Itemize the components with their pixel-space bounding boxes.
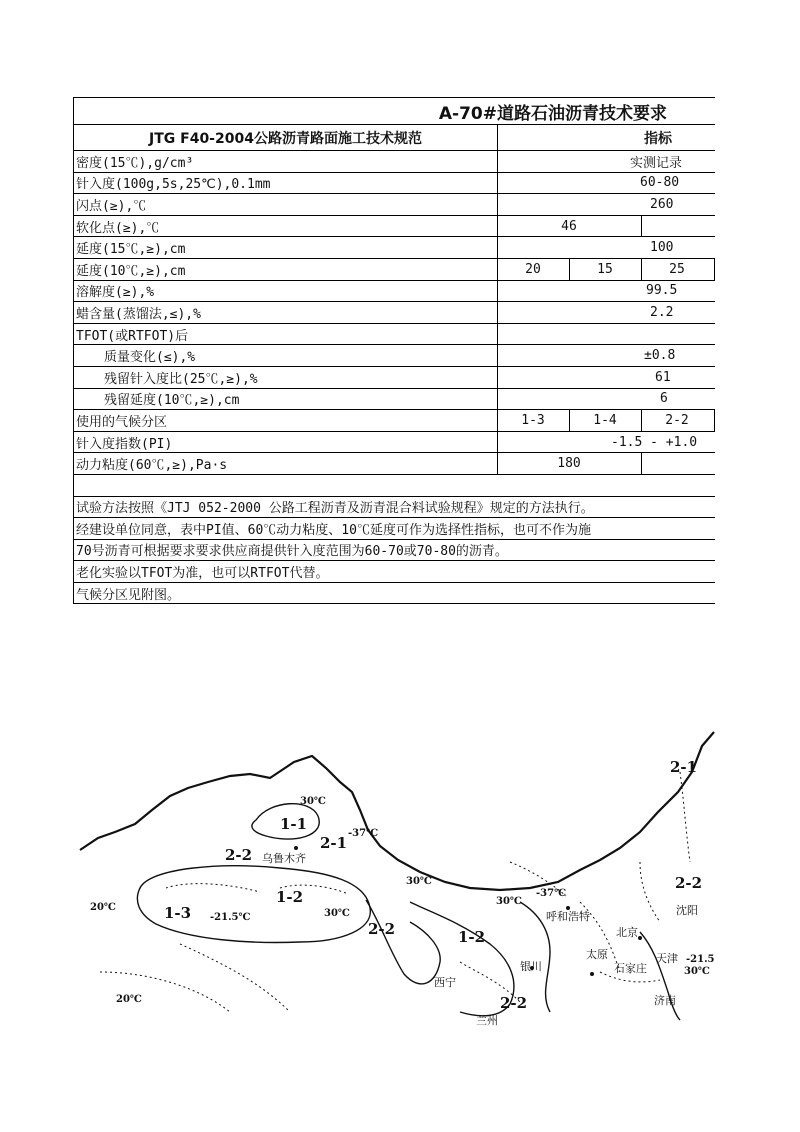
table-row [74,302,715,324]
zone-label: 2-2 [368,920,396,938]
row-label: 动力粘度(60℃,≥),Pa·s [76,458,228,474]
climate-zone-map [80,712,715,1027]
city-label: 西宁 [434,976,456,989]
temperature-label: -21.5℃ [210,912,251,923]
row-value: -1.5 - +1.0 [611,434,698,450]
temperature-label: 20℃ [116,994,142,1005]
table-header-row [74,125,715,151]
spec-header: JTG F40-2004公路沥青路面施工技术规范 [149,130,422,147]
row-value: 180 [557,456,581,472]
city-label: 乌鲁木齐 [262,852,306,865]
row-label: 延度(10℃,≥),cm [76,263,186,279]
city-label: 天津 [656,952,678,965]
note-text: 70号沥青可根据要求要求供应商提供针入度范围为60-70或70-80的沥青。 [76,544,508,560]
temperature-label: 30℃ [300,796,326,807]
row-label: 闪点(≥),℃ [76,198,147,214]
row-label: 延度(15℃,≥),cm [76,242,186,258]
row-value: 1-4 [593,412,617,428]
row-value: 25 [669,261,685,277]
spec-table [73,97,715,604]
city-label: 太原 [586,948,608,961]
row-value: 46 [561,218,577,234]
temperature-label: 30℃ [684,966,710,977]
row-label: 使用的气候分区 [76,414,168,430]
temperature-label: 30℃ [406,876,432,887]
city-label: 兰州 [476,1014,498,1027]
note-row [74,583,715,605]
temperature-label: 20℃ [90,902,116,913]
table-row [74,345,715,367]
row-label: 溶解度(≥),% [76,285,155,301]
table-row [74,216,715,238]
table-row [74,367,715,389]
zone-label: 1-2 [276,888,304,906]
temperature-label: 30℃ [496,896,522,907]
zone-label: 2-2 [225,846,253,864]
note-row [74,497,715,519]
row-value: 260 [650,196,674,212]
row-value: 100 [650,240,674,256]
row-value: 15 [597,261,613,277]
table-row [74,259,715,281]
table-row [74,432,715,454]
note-text: 试验方法按照《JTJ 052-2000 公路工程沥青及沥青混合料试验规程》规定的方法执行。 [76,501,594,517]
country-border [80,732,714,890]
row-label: 残留延度(10℃,≥),cm [104,393,240,409]
row-value: 61 [655,369,671,385]
temperature-label: 30℃ [324,908,350,919]
note-row [74,561,715,583]
temperature-label: -37℃ [348,828,379,839]
row-label: 残留针入度比(25℃,≥),% [104,371,258,387]
spacer-row [74,475,715,497]
zone-label: 2-1 [320,834,348,852]
row-label: 软化点(≥),℃ [76,220,160,236]
note-row [74,540,715,562]
table-row [74,173,715,195]
table-row [74,410,715,432]
row-value: 实测记录 [630,155,683,171]
row-value: 99.5 [646,283,678,299]
city-label: 济南 [654,994,676,1007]
table-row [74,453,715,475]
zone-label: 2-2 [675,874,703,892]
row-label: 针入度(100g,5s,25℃),0.1mm [76,177,271,193]
zone-label: 2-2 [500,994,528,1012]
note-text: 老化实验以TFOT为准，也可以RTFOT代替。 [76,566,329,582]
zone-label: 2-1 [670,758,698,776]
row-value: ±0.8 [644,348,676,364]
climate-zone-map-svg [80,712,715,1027]
table-row [74,324,715,346]
note-text: 经建设单位同意，表中PI值、60℃动力粘度、10℃延度可作为选择性指标，也可不作为施 [76,522,591,538]
row-value: 6 [660,391,668,407]
row-value: 2-2 [665,412,689,428]
row-label: TFOT(或RTFOT)后 [76,328,189,344]
table-row [74,389,715,411]
row-value: 20 [525,261,541,277]
city-label: 沈阳 [676,904,698,917]
temperature-label: -37℃ [536,888,567,899]
temperature-label: -21.5 [686,954,715,965]
note-text: 气候分区见附图。 [76,587,181,603]
note-row [74,518,715,540]
table-title: A-70#道路石油沥青技术要求 [438,103,667,124]
table-title-row [74,97,715,125]
zone-label: 1-3 [164,904,192,922]
row-value: 1-3 [521,412,545,428]
table-row [74,281,715,303]
table-row [74,151,715,173]
row-value: 60-80 [640,175,680,191]
row-label: 蜡含量(蒸馏法,≤),% [76,306,201,322]
city-label: 银川 [520,960,542,973]
table-row [74,194,715,216]
city-label: 石家庄 [614,962,647,975]
zone-label: 1-1 [280,815,308,833]
row-value: 2.2 [650,304,674,320]
table-row [74,237,715,259]
row-label: 质量变化(≤),% [104,350,196,366]
row-label: 针入度指数(PI) [76,436,173,452]
index-header: 指标 [644,130,672,147]
city-label: 北京 [616,926,638,939]
province-boundaries [100,772,690,1012]
row-label: 密度(15℃),g/cm³ [76,155,194,171]
city-label: 呼和浩特 [546,910,590,923]
zone-label: 1-2 [458,928,486,946]
